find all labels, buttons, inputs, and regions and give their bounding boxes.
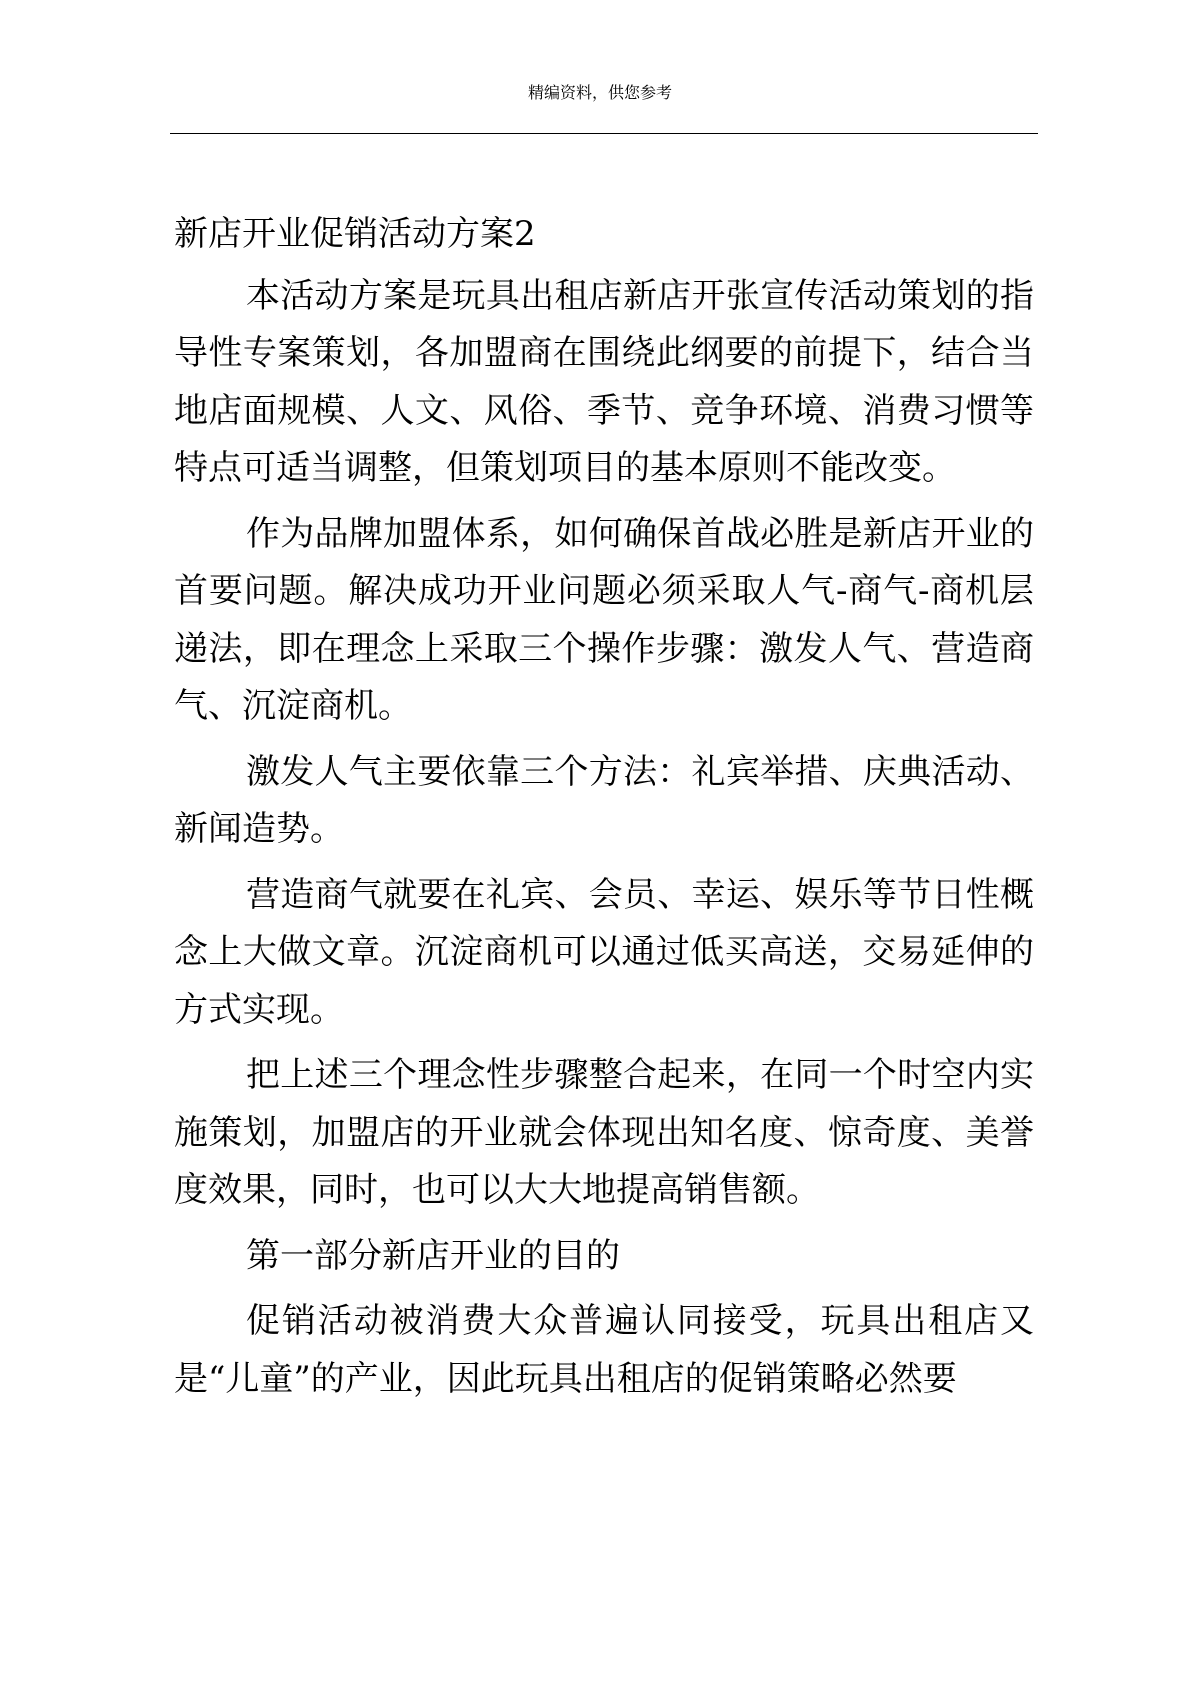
page-header: 精编资料，供您参考 [527, 83, 672, 102]
document-title: 新店开业促销活动方案2 [174, 214, 536, 254]
paragraph-popularity: 激发人气主要依靠三个方法：礼宾举措、庆典活动、新闻造势。 [174, 751, 1034, 849]
paragraph-intro: 本活动方案是玩具出租店新店开张宣传活动策划的指导性专案策划，各加盟商在围绕此纲要的前提下，结合当地店面规模、人文、风俗、季节、竞争环境、消费习惯等特点可适当调整，但策划项目的基本原则不能改变。 [174, 275, 1034, 488]
paragraph-business-atmosphere: 营造商气就要在礼宾、会员、幸运、娱乐等节日性概念上大做文章。沉淀商机可以通过低买高送，交易延伸的方式实现。 [174, 874, 1034, 1030]
paragraph-promotion: 促销活动被消费大众普遍认同接受，玩具出租店又是“儿童”的产业，因此玩具出租店的促销策略必然要 [174, 1301, 1034, 1399]
paragraph-integration: 把上述三个理念性步骤整合起来，在同一个时空内实施策划，加盟店的开业就会体现出知名度、惊奇度、美誉度效果，同时，也可以大大地提高销售额。 [174, 1055, 1034, 1210]
paragraph-strategy: 作为品牌加盟体系，如何确保首战必胜是新店开业的首要问题。解决成功开业问题必须采取人气-商气-商机层递法，即在理念上采取三个操作步骤：激发人气、营造商气、沉淀商机。 [174, 513, 1034, 726]
header-divider [170, 133, 1038, 134]
document-body [174, 206, 1034, 1416]
section-heading-part-one: 第一部分新店开业的目的 [246, 1235, 620, 1276]
